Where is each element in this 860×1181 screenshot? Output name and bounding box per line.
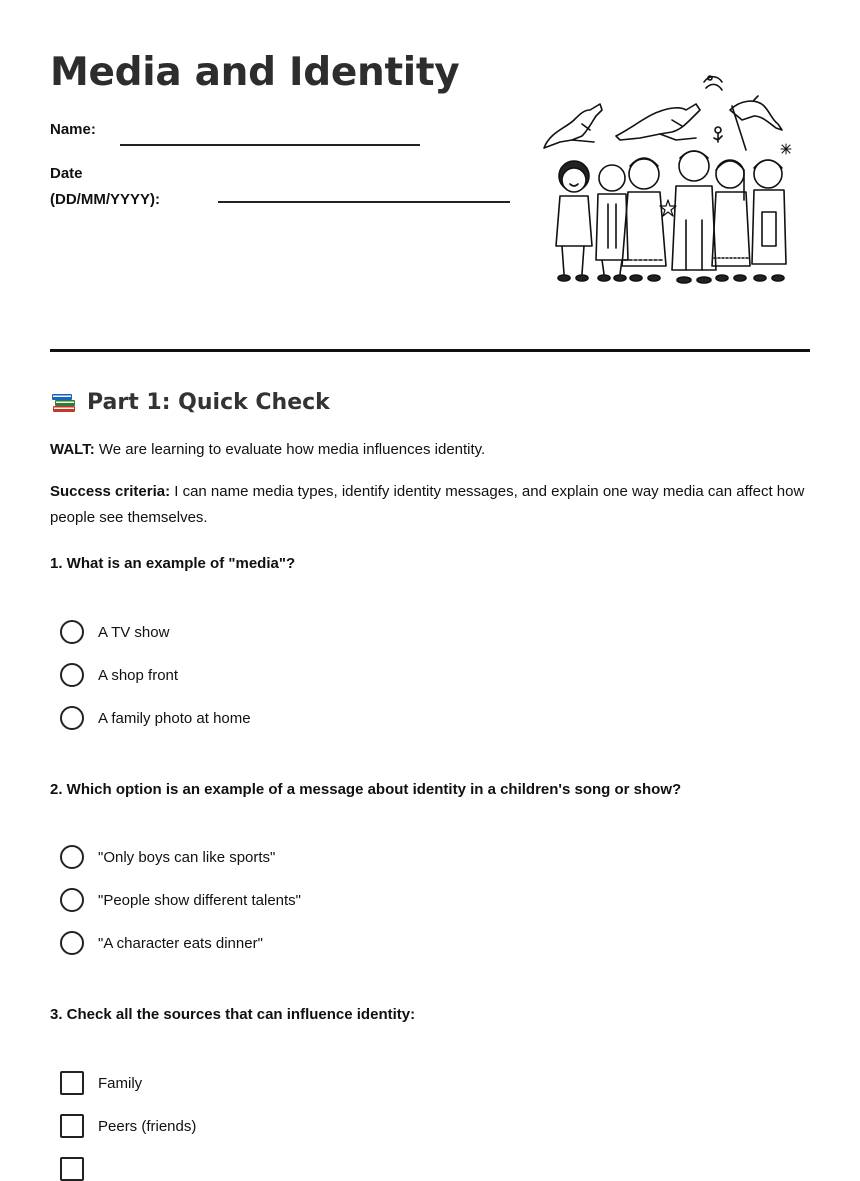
date-label-line1: Date <box>50 165 83 182</box>
children-group-icon <box>556 151 786 283</box>
part1-title: Part 1: Quick Check <box>87 389 330 415</box>
criteria-text: I can name media types, identify identity messages, and explain one way media can affect how people see themselves. <box>50 483 805 526</box>
part1-heading <box>50 388 330 416</box>
option-label: A TV show <box>98 623 170 641</box>
checkbox[interactable] <box>60 1071 84 1095</box>
kangaroo-right-icon <box>730 96 782 150</box>
radio-button[interactable] <box>60 931 84 955</box>
success-criteria <box>50 479 815 531</box>
radio-button[interactable] <box>60 663 84 687</box>
date-label-line2: (DD/MM/YYYY): <box>50 191 160 208</box>
option-label: Family <box>98 1074 143 1092</box>
option-label: A shop front <box>98 666 179 684</box>
option-label: A family photo at home <box>98 709 251 727</box>
question-3: 3. Check all the sources that can influence identity: <box>50 1006 416 1023</box>
books-icon <box>50 388 78 416</box>
radio-button[interactable] <box>60 620 84 644</box>
q3-option-2[interactable] <box>60 1114 196 1138</box>
flower-icon <box>714 127 722 142</box>
q3-option-1[interactable] <box>60 1071 142 1095</box>
section-divider <box>50 349 810 352</box>
q2-option-2[interactable] <box>60 888 301 912</box>
walt-statement <box>50 437 820 463</box>
option-label: "A character eats dinner" <box>98 934 263 952</box>
name-label: Name: <box>50 121 96 138</box>
q1-option-1[interactable] <box>60 620 169 644</box>
walt-label: WALT: <box>50 441 95 458</box>
question-1: 1. What is an example of "media"? <box>50 555 296 572</box>
date-input-line[interactable] <box>218 201 510 203</box>
radio-button[interactable] <box>60 706 84 730</box>
name-input-line[interactable] <box>120 144 420 146</box>
q1-option-2[interactable] <box>60 663 178 687</box>
sparkle-icon <box>781 144 791 154</box>
q2-option-3[interactable] <box>60 931 263 955</box>
kangaroo-middle-icon <box>616 104 700 140</box>
page-title: Media and Identity <box>50 50 460 95</box>
radio-button[interactable] <box>60 845 84 869</box>
option-label: "People show different talents" <box>98 891 301 909</box>
children-kangaroos-illustration <box>536 70 798 292</box>
option-label: "Only boys can like sports" <box>98 848 276 866</box>
criteria-label: Success criteria: <box>50 483 171 500</box>
radio-button[interactable] <box>60 888 84 912</box>
q1-option-3[interactable] <box>60 706 251 730</box>
boomerang-icon <box>704 76 722 90</box>
kangaroo-left-icon <box>544 104 602 148</box>
question-2: 2. Which option is an example of a message about identity in a children's song or show? <box>50 781 682 798</box>
option-label: Peers (friends) <box>98 1117 197 1135</box>
walt-text: We are learning to evaluate how media influences identity. <box>94 441 486 458</box>
q2-option-1[interactable] <box>60 845 275 869</box>
checkbox[interactable] <box>60 1114 84 1138</box>
